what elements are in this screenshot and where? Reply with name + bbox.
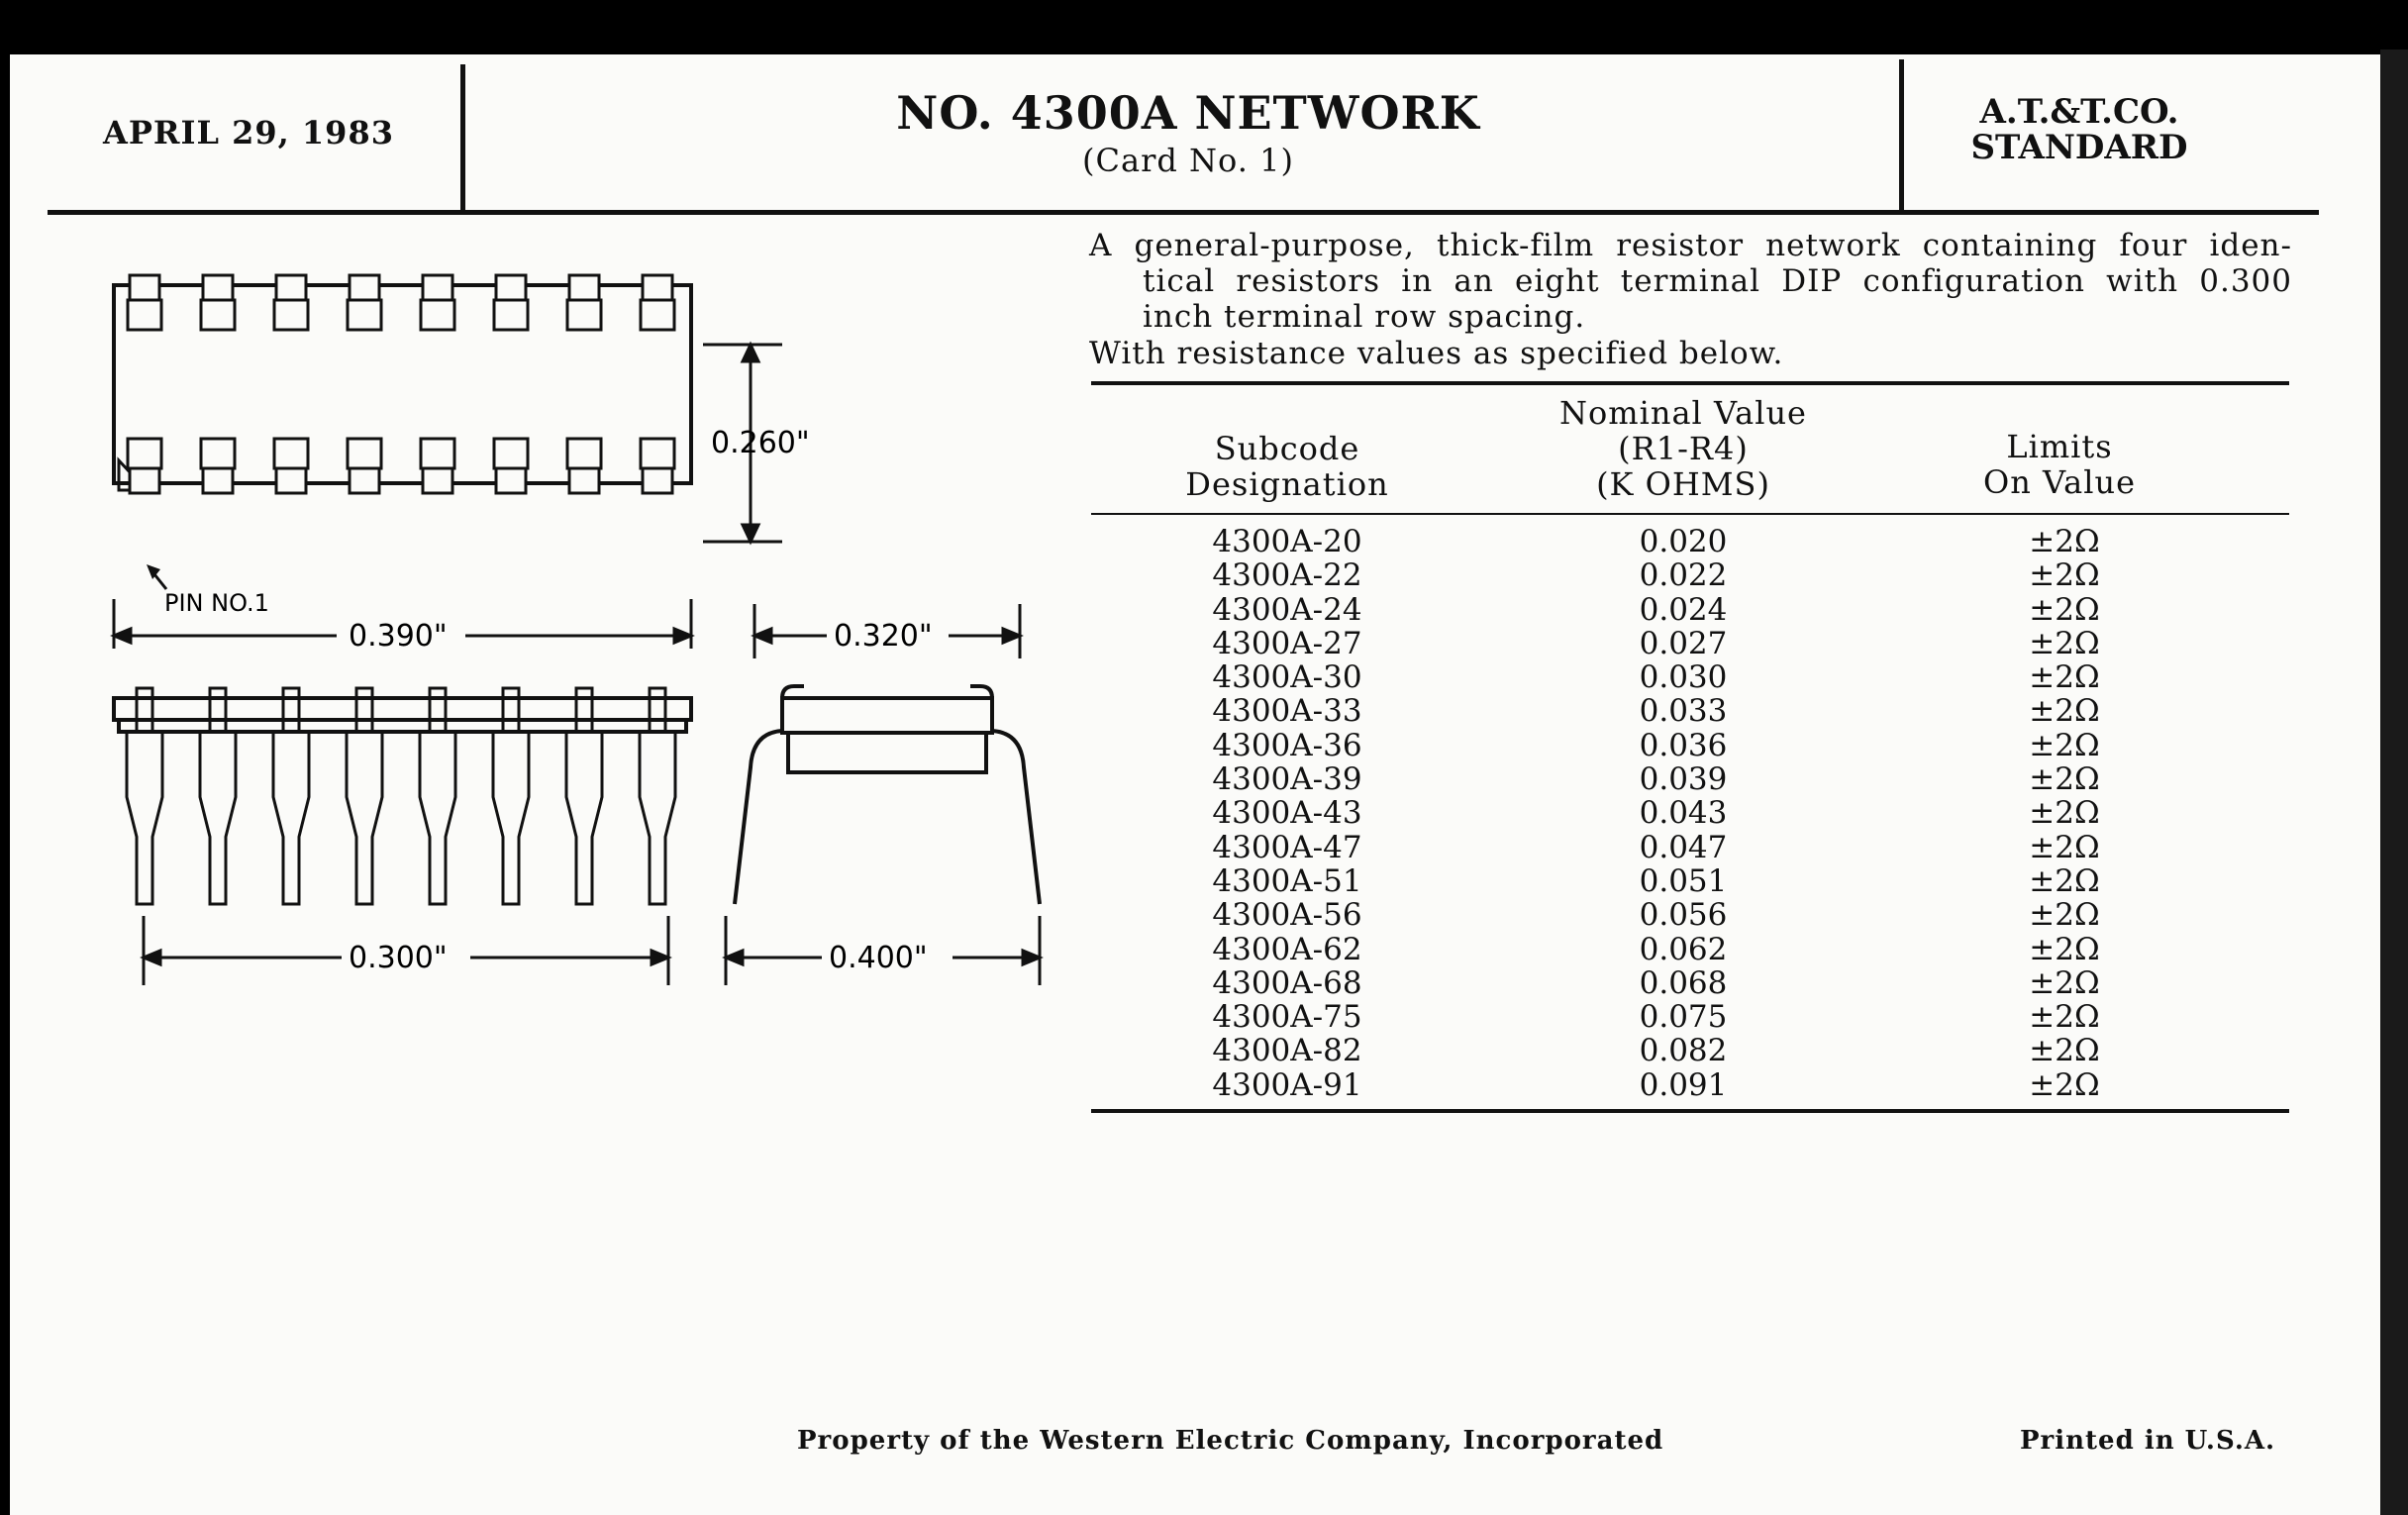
side-pin-stub xyxy=(576,688,592,732)
bottom-pin-pad xyxy=(569,468,599,493)
nominal-value-cell: 0.047 xyxy=(1639,829,1728,865)
table-header-limits-line1: Limits xyxy=(2006,428,2113,465)
limit-cell: ±2Ω xyxy=(2029,524,2100,559)
end-view-right-lead xyxy=(992,715,1040,904)
bottom-pin-pad xyxy=(276,468,306,493)
pin-number-label: PIN NO.1 xyxy=(164,589,269,617)
subcode-cell: 4300A-43 xyxy=(1212,795,1362,832)
bottom-pin-pad xyxy=(496,468,526,493)
table-top-rule xyxy=(1091,381,2289,385)
top-pin-pad xyxy=(423,275,452,300)
subcode-cell: 4300A-47 xyxy=(1212,829,1362,865)
nominal-value-cell: 0.030 xyxy=(1639,659,1728,696)
bottom-pin-clip xyxy=(348,439,381,468)
footer-printed: Printed in U.S.A. xyxy=(2020,1426,2276,1456)
limit-cell: ±2Ω xyxy=(2029,693,2100,730)
table-header-nominal-line2: (R1-R4) xyxy=(1618,430,1749,467)
standard-label xyxy=(1891,94,2267,165)
bottom-pin-clip xyxy=(274,439,308,468)
bottom-pin-pad xyxy=(643,468,672,493)
nominal-value-cell: 0.051 xyxy=(1639,862,1728,899)
side-pin-stub xyxy=(283,688,299,732)
side-pin-lead xyxy=(127,732,162,904)
nominal-value-cell: 0.062 xyxy=(1639,931,1728,967)
table-header-subcode-line2: Designation xyxy=(1185,465,1389,503)
nominal-value-cell: 0.022 xyxy=(1639,557,1728,594)
top-pin-clip xyxy=(274,300,308,330)
standard-line1: A.T.&T.CO. xyxy=(1979,92,2179,132)
subcode-cell: 4300A-91 xyxy=(1212,1066,1362,1103)
side-view-front xyxy=(114,698,691,732)
subcode-cell: 4300A-62 xyxy=(1212,931,1362,967)
subcode-cell: 4300A-36 xyxy=(1212,727,1362,763)
nominal-value-cell: 0.033 xyxy=(1639,693,1728,730)
subcode-cell: 4300A-22 xyxy=(1212,557,1362,594)
limit-cell: ±2Ω xyxy=(2029,591,2100,628)
limit-cell: ±2Ω xyxy=(2029,659,2100,696)
table-header-nominal xyxy=(1475,395,1891,502)
limit-cell: ±2Ω xyxy=(2029,931,2100,967)
description-line3: inch terminal row spacing. xyxy=(1143,299,1586,335)
side-pin-stub xyxy=(650,688,665,732)
end-view xyxy=(735,686,1040,904)
table-header-rule xyxy=(1091,513,2289,515)
side-pin-lead xyxy=(200,732,236,904)
standard-line2: STANDARD xyxy=(1970,128,2188,167)
header-date: APRIL 29, 1983 xyxy=(103,114,394,152)
side-pin-stub xyxy=(210,688,226,732)
description-line4: With resistance values as specified below. xyxy=(1089,336,1784,371)
subcode-cell: 4300A-33 xyxy=(1212,693,1362,730)
subcode-cell: 4300A-68 xyxy=(1212,964,1362,1001)
limit-cell: ±2Ω xyxy=(2029,897,2100,934)
side-pin-lead xyxy=(493,732,529,904)
subcode-cell: 4300A-27 xyxy=(1212,625,1362,661)
nominal-value-column xyxy=(1555,525,1812,1102)
nominal-value-cell: 0.043 xyxy=(1639,795,1728,832)
top-pin-pad xyxy=(643,275,672,300)
dim-width-top-label: 0.390" xyxy=(349,619,448,654)
subcode-cell: 4300A-30 xyxy=(1212,659,1362,696)
table-header-limits xyxy=(1911,429,2208,500)
top-pin-pad xyxy=(350,275,379,300)
dim-row-spacing-label: 0.300" xyxy=(349,941,448,975)
subcode-cell: 4300A-51 xyxy=(1212,862,1362,899)
dim-height-label: 0.260" xyxy=(711,426,810,460)
limit-cell: ±2Ω xyxy=(2029,1033,2100,1069)
limit-cell: ±2Ω xyxy=(2029,557,2100,594)
page-subtitle: (Card No. 1) xyxy=(1082,142,1294,179)
limit-cell: ±2Ω xyxy=(2029,999,2100,1036)
limit-cell: ±2Ω xyxy=(2029,964,2100,1001)
limit-cell: ±2Ω xyxy=(2029,727,2100,763)
nominal-value-cell: 0.082 xyxy=(1639,1033,1728,1069)
dip-package-drawing xyxy=(89,243,1069,1015)
nominal-value-cell: 0.020 xyxy=(1639,524,1728,559)
nominal-value-cell: 0.075 xyxy=(1639,999,1728,1036)
scan-edge xyxy=(2380,50,2408,1515)
footer-property: Property of the Western Electric Company, Incorporated xyxy=(797,1426,1664,1456)
limit-cell: ±2Ω xyxy=(2029,862,2100,899)
top-pin-clip xyxy=(421,300,454,330)
spec-card xyxy=(10,54,2380,1515)
side-pin-stub xyxy=(137,688,152,732)
table-header-nominal-line1: Nominal Value xyxy=(1559,394,1807,432)
side-pin-stub xyxy=(430,688,446,732)
top-pin-clip xyxy=(348,300,381,330)
side-pin-lead xyxy=(640,732,675,904)
bottom-pin-clip xyxy=(421,439,454,468)
nominal-value-cell: 0.091 xyxy=(1639,1066,1728,1103)
bottom-pin-clip xyxy=(128,439,161,468)
table-header-subcode xyxy=(1139,431,1436,502)
table-bottom-rule xyxy=(1091,1109,2289,1113)
top-view-pins xyxy=(128,275,674,493)
nominal-value-cell: 0.056 xyxy=(1639,897,1728,934)
subcode-cell: 4300A-24 xyxy=(1212,591,1362,628)
subcode-cell: 4300A-82 xyxy=(1212,1033,1362,1069)
limit-cell: ±2Ω xyxy=(2029,625,2100,661)
bottom-pin-pad xyxy=(423,468,452,493)
side-pin-lead xyxy=(420,732,455,904)
top-pin-pad xyxy=(276,275,306,300)
dim-side-top-label: 0.320" xyxy=(834,619,933,654)
subcode-column xyxy=(1158,525,1416,1102)
nominal-value-cell: 0.027 xyxy=(1639,625,1728,661)
limit-cell: ±2Ω xyxy=(2029,795,2100,832)
dim-side-bottom-label: 0.400" xyxy=(829,941,928,975)
top-pin-clip xyxy=(494,300,528,330)
nominal-value-cell: 0.039 xyxy=(1639,761,1728,798)
side-pin-lead xyxy=(566,732,602,904)
subcode-cell: 4300A-39 xyxy=(1212,761,1362,798)
nominal-value-cell: 0.068 xyxy=(1639,964,1728,1001)
subcode-cell: 4300A-75 xyxy=(1212,999,1362,1036)
bottom-pin-clip xyxy=(641,439,674,468)
top-pin-clip xyxy=(128,300,161,330)
description xyxy=(1089,228,2292,335)
end-view-left-lead xyxy=(735,715,782,904)
top-pin-pad xyxy=(496,275,526,300)
nominal-value-cell: 0.024 xyxy=(1639,591,1728,628)
side-pin-lead xyxy=(347,732,382,904)
subcode-cell: 4300A-56 xyxy=(1212,897,1362,934)
description-line1: A general-purpose, thick-film resistor network containing four iden- xyxy=(1089,228,2292,263)
description-line2: tical resistors in an eight terminal DIP configuration with 0.300 xyxy=(1143,263,2292,299)
limit-cell: ±2Ω xyxy=(2029,1066,2100,1103)
side-pin-stub xyxy=(503,688,519,732)
header-rule xyxy=(48,210,2319,215)
top-pin-pad xyxy=(203,275,233,300)
top-pin-clip xyxy=(567,300,601,330)
bottom-pin-clip xyxy=(494,439,528,468)
side-pin-lead xyxy=(273,732,309,904)
nominal-value-cell: 0.036 xyxy=(1639,727,1728,763)
bottom-pin-clip xyxy=(567,439,601,468)
bottom-pin-pad xyxy=(203,468,233,493)
bottom-pin-pad xyxy=(130,468,159,493)
bottom-pin-clip xyxy=(201,439,235,468)
top-pin-pad xyxy=(130,275,159,300)
limit-cell: ±2Ω xyxy=(2029,761,2100,798)
bottom-pin-pad xyxy=(350,468,379,493)
top-pin-pad xyxy=(569,275,599,300)
top-pin-clip xyxy=(641,300,674,330)
table-header-nominal-line3: (K OHMS) xyxy=(1596,465,1770,503)
table-header-subcode-line1: Subcode xyxy=(1214,430,1360,467)
table-header-limits-line2: On Value xyxy=(1982,463,2137,501)
limit-cell: ±2Ω xyxy=(2029,829,2100,865)
top-pin-clip xyxy=(201,300,235,330)
subcode-cell: 4300A-20 xyxy=(1212,524,1362,559)
limits-column xyxy=(1951,525,2178,1102)
side-pin-stub xyxy=(356,688,372,732)
page-title: NO. 4300A NETWORK xyxy=(896,86,1480,140)
